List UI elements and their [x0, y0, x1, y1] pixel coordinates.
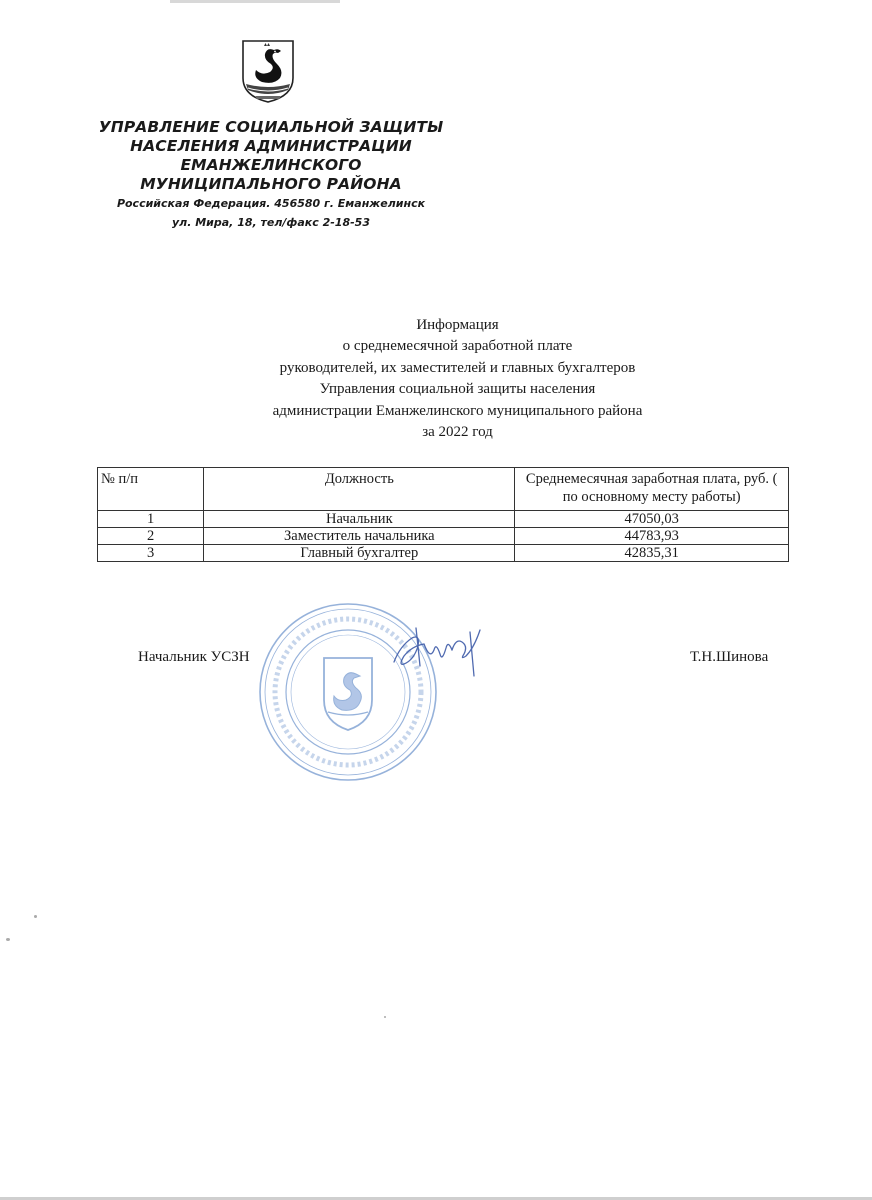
scan-speck — [6, 938, 10, 941]
heading-line: о среднемесячной заработной плате — [342, 338, 573, 355]
header-salary: Среднемесячная заработная плата, руб. ( по основному месту работы) — [515, 468, 789, 511]
cell-position: Заместитель начальника — [204, 528, 515, 545]
signatory-position: Начальник УСЗН — [138, 649, 250, 665]
cell-number: 3 — [98, 545, 204, 562]
cell-position: Главный бухгалтер — [204, 545, 515, 562]
salary-table — [97, 467, 789, 562]
heading-line: за 2022 год — [422, 424, 493, 441]
heading-line: Информация — [416, 317, 499, 333]
heading-line: руководителей, их заместителей и главных бухгалтеров — [279, 359, 636, 376]
org-name-line: УПРАВЛЕНИЕ СОЦИАЛЬНОЙ ЗАЩИТЫ — [98, 118, 444, 136]
table-row — [98, 545, 789, 562]
header-position: Должность — [204, 468, 515, 511]
cell-salary: 42835,31 — [515, 545, 789, 562]
scan-artifact-top — [170, 0, 340, 3]
handwritten-signature-icon — [390, 620, 490, 680]
letterhead — [96, 118, 446, 232]
swan-coat-of-arms-icon — [240, 38, 296, 104]
heading-line: Управления социальной защиты населения — [319, 381, 596, 398]
org-name-line: ЕМАНЖЕЛИНСКОГО — [180, 156, 362, 174]
signatory-name: Т.Н.Шинова — [690, 649, 769, 665]
org-name-line: МУНИЦИПАЛЬНОГО РАЙОНА — [140, 175, 402, 193]
table-row — [98, 528, 789, 545]
org-address-line: Российская Федерация. 456580 г. Еманжелинск — [116, 197, 426, 210]
header-number: № п/п — [98, 468, 204, 511]
org-address-line: ул. Мира, 18, тел/факс 2-18-53 — [172, 216, 370, 229]
cell-number: 2 — [98, 528, 204, 545]
table-header-row — [98, 468, 789, 511]
scan-speck — [384, 1016, 386, 1018]
table-row — [98, 511, 789, 528]
heading-line: администрации Еманжелинского муниципального района — [272, 402, 643, 419]
cell-position: Начальник — [204, 511, 515, 528]
cell-salary: 47050,03 — [515, 511, 789, 528]
org-name-line: НАСЕЛЕНИЯ АДМИНИСТРАЦИИ — [130, 137, 412, 155]
scan-speck — [34, 915, 37, 918]
document-heading — [160, 315, 755, 443]
cell-number: 1 — [98, 511, 204, 528]
cell-salary: 44783,93 — [515, 528, 789, 545]
